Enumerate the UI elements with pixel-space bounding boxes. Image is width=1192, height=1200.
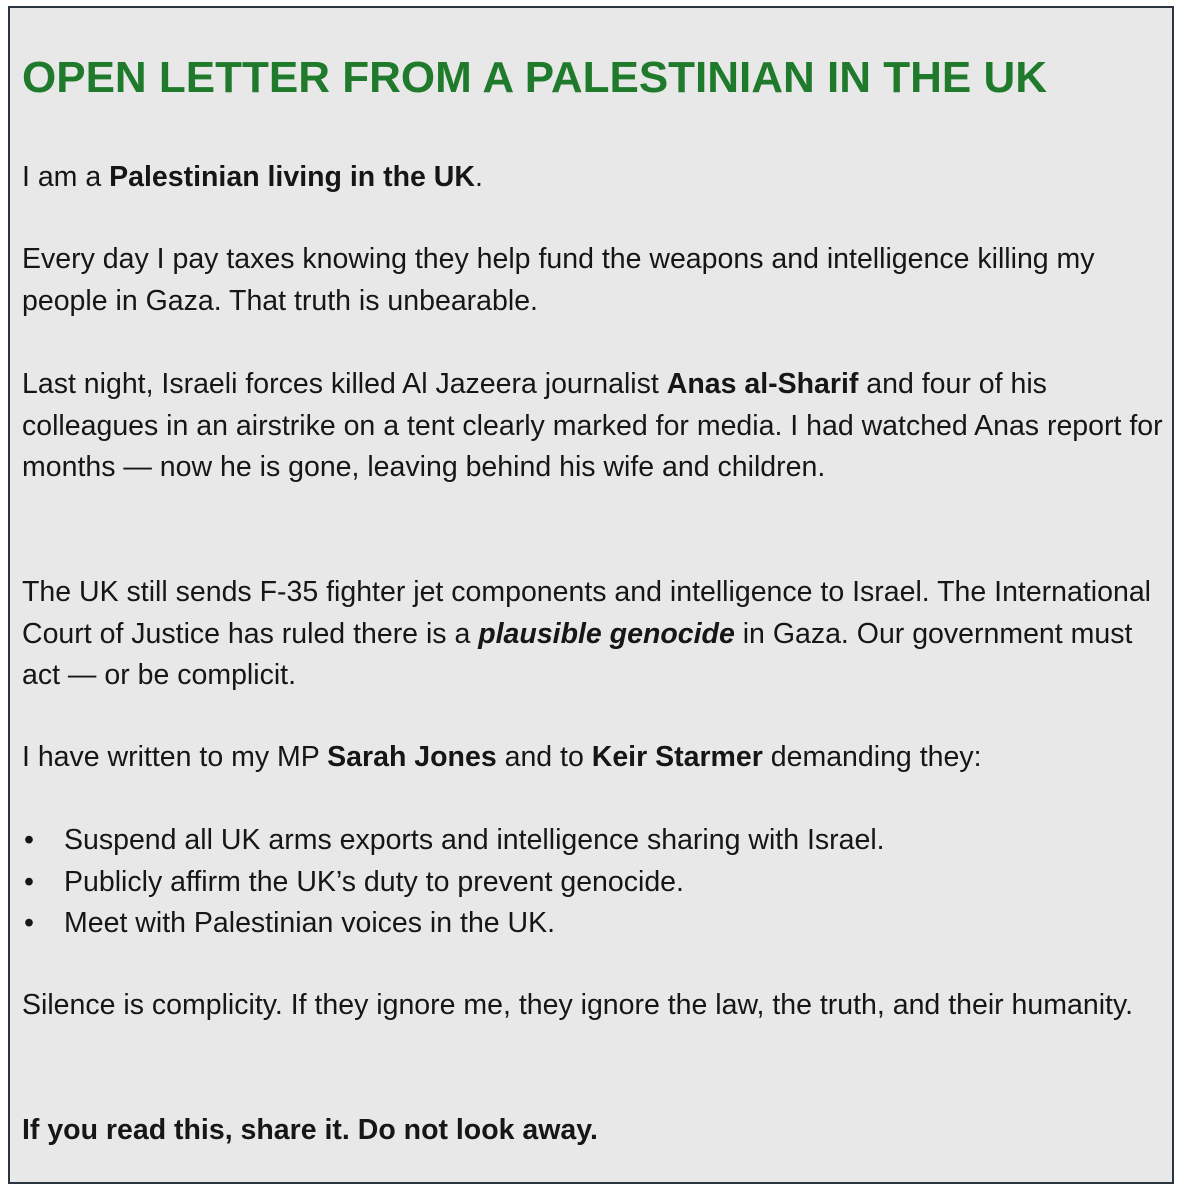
call-to-action: If you read this, share it. Do not look away. bbox=[22, 1114, 598, 1146]
intro-text-end: . bbox=[474, 161, 483, 193]
journalist-name: Anas al-Sharif bbox=[666, 368, 859, 400]
pm-name: Keir Starmer bbox=[591, 741, 763, 773]
government-text-end: in Gaza. Our government must act — or be complicit. bbox=[22, 617, 1133, 691]
demand-item bbox=[22, 903, 1172, 945]
bullet-icon: • bbox=[24, 824, 34, 856]
intro-bold-identity: Palestinian living in the UK bbox=[109, 161, 475, 193]
letter-title: OPEN LETTER FROM A PALESTINIAN IN THE UK bbox=[22, 53, 1048, 102]
demand-item bbox=[22, 820, 1172, 862]
journalist-text-start: Last night, Israeli forces killed Al Jazeera journalist bbox=[22, 368, 667, 400]
demands-list bbox=[22, 820, 1172, 945]
demand-text: Suspend all UK arms exports and intelligence sharing with Israel. bbox=[64, 824, 885, 856]
mp-text-start: I have written to my MP bbox=[22, 741, 328, 773]
demand-text: Meet with Palestinian voices in the UK. bbox=[64, 907, 556, 939]
demand-item bbox=[22, 862, 1172, 904]
journalist-paragraph bbox=[22, 364, 1172, 489]
intro-paragraph bbox=[22, 157, 1172, 199]
government-text-start: The UK still sends F-35 fighter jet components and intelligence to Israel. The International Court of Justice has ruled there is a bbox=[22, 576, 1152, 650]
bullet-icon: • bbox=[24, 907, 34, 939]
taxes-paragraph: Every day I pay taxes knowing they help fund the weapons and intelligence killing my people in Gaza. That truth is unbearable. bbox=[22, 243, 1095, 317]
bullet-icon: • bbox=[24, 865, 34, 898]
demand-text: Publicly affirm the UK’s duty to prevent genocide. bbox=[64, 865, 684, 898]
mp-name: Sarah Jones bbox=[327, 741, 497, 773]
mp-text-end: demanding they: bbox=[762, 741, 982, 773]
letter-box bbox=[8, 6, 1174, 1184]
intro-text-start: I am a bbox=[22, 161, 110, 193]
plausible-genocide-emphasis: plausible genocide bbox=[478, 617, 735, 650]
silence-paragraph: Silence is complicity. If they ignore me, they ignore the law, the truth, and their humanity. bbox=[22, 989, 1133, 1021]
government-paragraph bbox=[22, 572, 1172, 697]
journalist-text-end: and four of his colleagues in an airstrike on a tent clearly marked for media. I had watched Anas report for months — now he is gone, leaving behind his wife and children. bbox=[22, 368, 1163, 483]
mp-paragraph bbox=[22, 737, 1172, 779]
mp-text-middle: and to bbox=[496, 741, 592, 773]
